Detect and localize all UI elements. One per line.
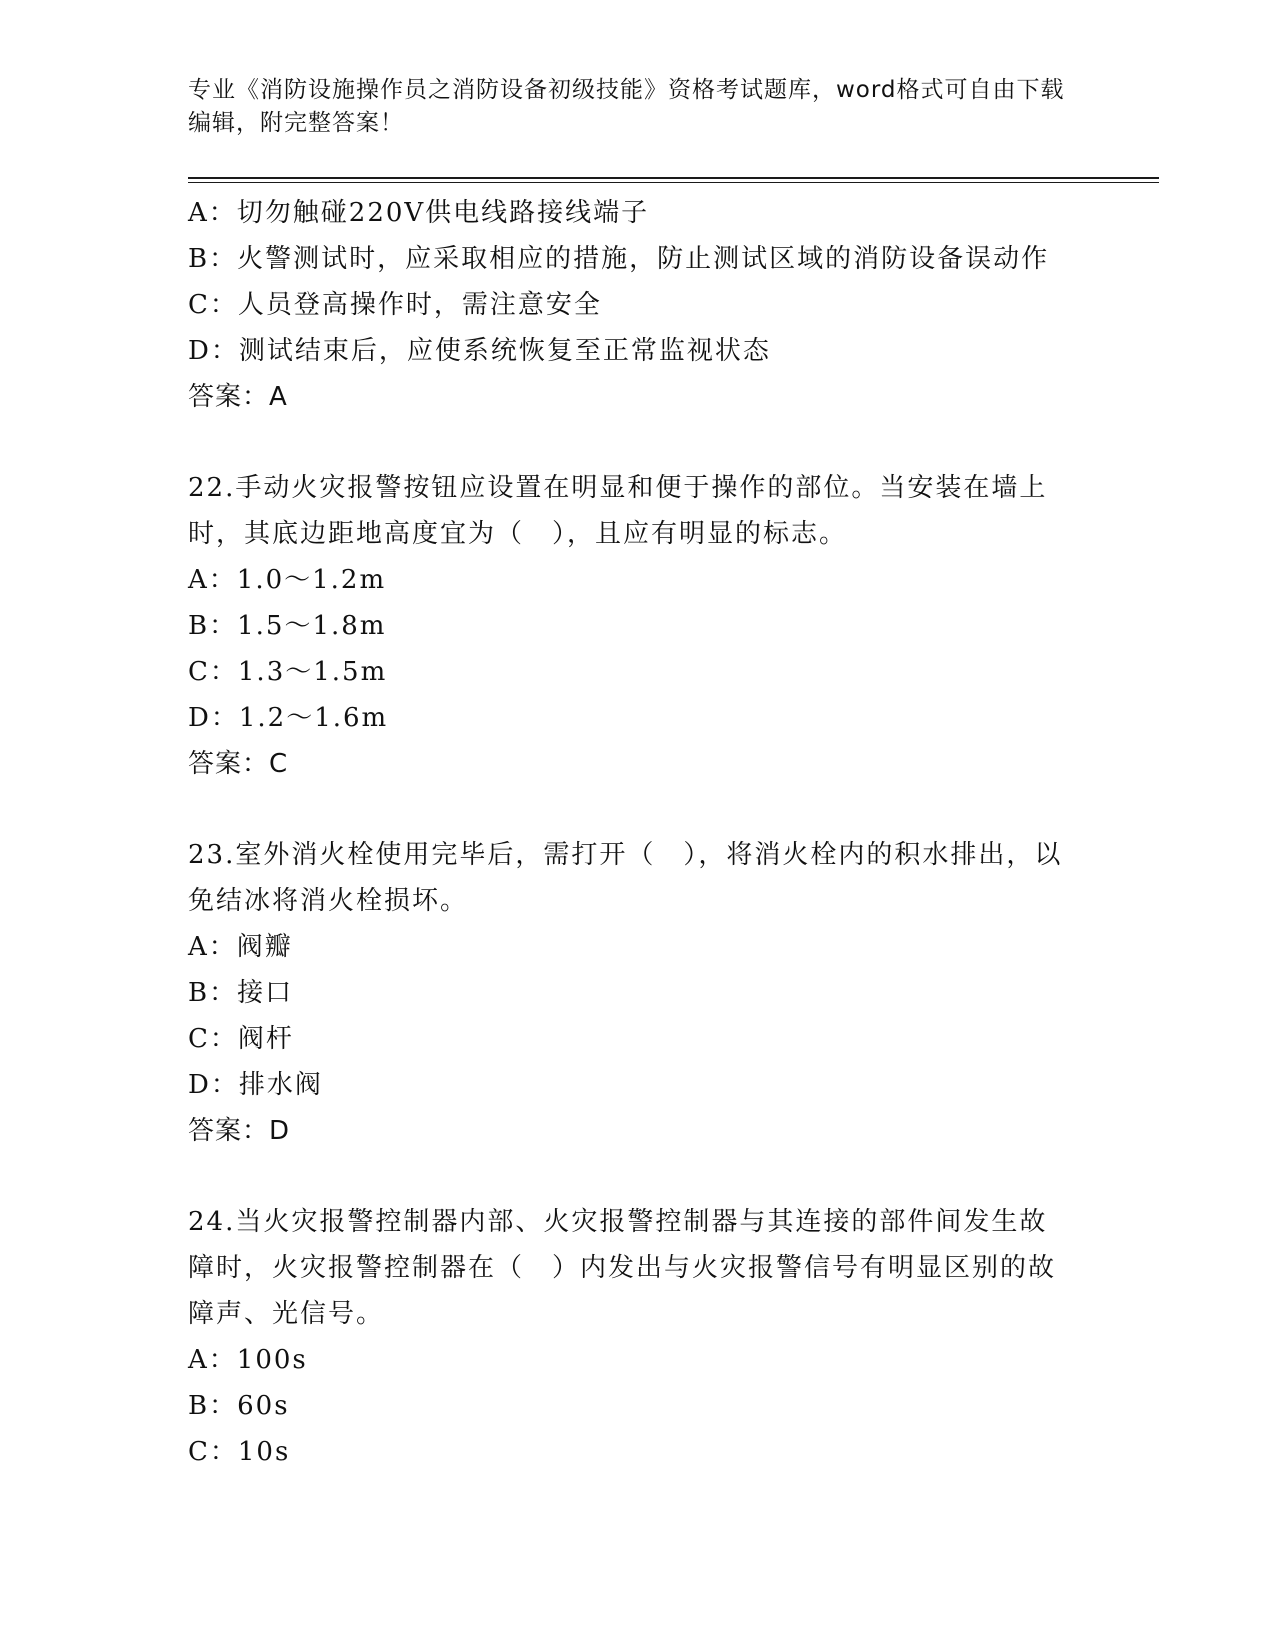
option-b: B：60s xyxy=(188,1391,290,1421)
option-c: C：阀杆 xyxy=(188,1024,294,1054)
header-note: 专业《消防设施操作员之消防设备初级技能》资格考试题库，word格式可自由下载编辑，附完整答案！ xyxy=(188,77,1065,136)
header-divider-thick xyxy=(188,177,1159,179)
option-d: D：1.2～1.6m xyxy=(188,703,389,733)
option-b: B：火警测试时，应采取相应的措施，防止测试区域的消防设备误动作 xyxy=(188,244,1050,274)
question-content xyxy=(188,190,1088,1475)
option-b: B：1.5～1.8m xyxy=(188,611,387,641)
answer: 答案：C xyxy=(188,749,289,779)
option-a: A：阀瓣 xyxy=(188,932,293,962)
question-24 xyxy=(188,1199,1088,1475)
question-spacing xyxy=(188,1154,1088,1199)
answer: 答案：D xyxy=(188,1116,291,1146)
option-a: A：100s xyxy=(188,1345,308,1375)
option-c: C：人员登高操作时，需注意安全 xyxy=(188,290,602,320)
question-stem: 22.手动火灾报警按钮应设置在明显和便于操作的部位。当安装在墙上时，其底边距地高度宜为（ ），且应有明显的标志。 xyxy=(188,473,1048,549)
option-d: D：测试结束后，应使系统恢复至正常监视状态 xyxy=(188,336,771,366)
option-d: D：排水阀 xyxy=(188,1070,323,1100)
question-spacing xyxy=(188,787,1088,832)
question-21-continuation xyxy=(188,190,1088,420)
header-divider-thin xyxy=(188,182,1159,183)
question-stem: 24.当火灾报警控制器内部、火灾报警控制器与其连接的部件间发生故障时，火灾报警控制器在（ ）内发出与火灾报警信号有明显区别的故障声、光信号。 xyxy=(188,1207,1057,1329)
option-c: C：1.3～1.5m xyxy=(188,657,388,687)
answer: 答案：A xyxy=(188,382,288,412)
option-a: A：切勿触碰220V供电线路接线端子 xyxy=(188,198,650,228)
option-b: B：接口 xyxy=(188,978,294,1008)
question-23 xyxy=(188,832,1088,1154)
option-a: A：1.0～1.2m xyxy=(188,565,387,595)
question-stem: 23.室外消火栓使用完毕后，需打开（ ），将消火栓内的积水排出，以免结冰将消火栓损坏。 xyxy=(188,840,1063,916)
question-spacing xyxy=(188,420,1088,465)
option-c: C：10s xyxy=(188,1437,291,1467)
question-22 xyxy=(188,465,1088,787)
